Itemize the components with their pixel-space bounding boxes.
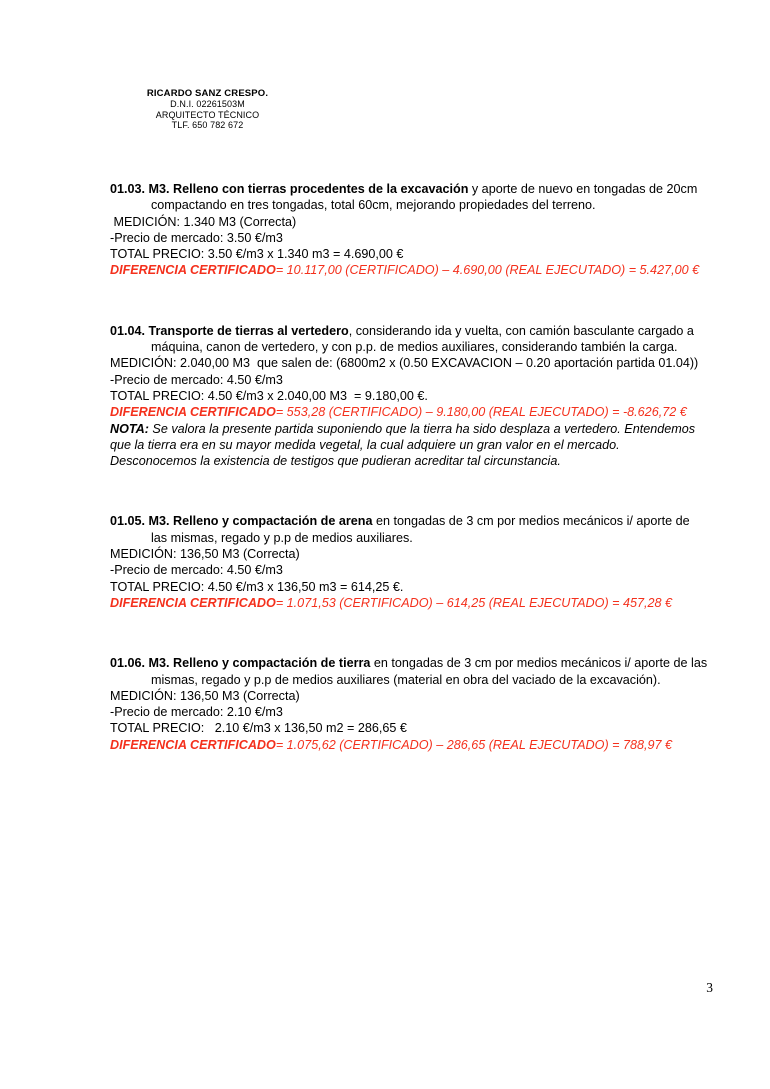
section-description: , considerando ida y vuelta, con camión basculante cargado a máquina, canon de vertedero, y con p.p. de medios auxiliares, considerando también la carga.: [151, 323, 694, 355]
section-description: en tongadas de 3 cm por medios mecánicos i/ aporte de las mismas, regado y p.p de medios auxiliares (material en obra del vaciado de la excavación).: [151, 656, 708, 687]
section-title: Transporte de tierras al vertedero: [148, 323, 349, 338]
budget-item-section: [110, 513, 708, 611]
note-line: [110, 421, 708, 470]
document-body: [110, 181, 708, 753]
market-price-line: -Precio de mercado: 3.50 €/m3: [110, 230, 283, 245]
market-price-line: -Precio de mercado: 2.10 €/m3: [110, 705, 283, 720]
letterhead: [110, 88, 305, 131]
difference-value: = 1.075,62 (CERTIFICADO) – 286,65 (REAL EJECUTADO) = 788,97 €: [275, 737, 673, 752]
difference-line: [110, 737, 708, 753]
total-price-line: TOTAL PRECIO: 2.10 €/m3 x 136,50 m2 = 286,65 €: [110, 721, 407, 736]
total-price-line: TOTAL PRECIO: 3.50 €/m3 x 1.340 m3 = 4.690,00 €: [110, 247, 404, 262]
section-code: 01.06.: [110, 656, 146, 671]
section-description: y aporte de nuevo en tongadas de 20cm compactando en tres tongadas, total 60cm, mejorando propiedades del terreno.: [151, 182, 698, 213]
difference-label: DIFERENCIA CERTIFICADO: [110, 405, 276, 420]
section-heading: [110, 181, 708, 214]
difference-value: = 10.117,00 (CERTIFICADO) – 4.690,00 (REAL EJECUTADO) = 5.427,00 €: [275, 263, 700, 278]
measurement-line: MEDICIÓN: 1.340 M3 (Correcta): [110, 214, 297, 229]
section-heading: [110, 323, 708, 356]
market-price-line: -Precio de mercado: 4.50 €/m3: [110, 372, 283, 387]
budget-item-section: [110, 323, 708, 470]
budget-item-section: [110, 181, 708, 279]
section-title: M3. Relleno con tierras procedentes de la excavación: [148, 182, 469, 196]
letterhead-phone: TLF. 650 782 672: [171, 120, 244, 131]
page-number: 3: [706, 980, 713, 995]
section-heading: [110, 655, 708, 688]
difference-line: [110, 595, 708, 611]
note-text: Se valora la presente partida suponiendo que la tierra ha sido desplaza a vertedero. Entendemos que la tierra era en su mayor medida vegetal, la cual adquiere un gran valor en el mercado. Desconocemos la existencia de testigos que pudieran acreditar tal circunstancia.: [110, 421, 696, 469]
section-heading: [110, 513, 708, 546]
difference-value: = 1.071,53 (CERTIFICADO) – 614,25 (REAL EJECUTADO) = 457,28 €: [275, 595, 673, 610]
difference-label: DIFERENCIA CERTIFICADO: [110, 595, 276, 610]
section-title: M3. Relleno y compactación de tierra: [148, 656, 371, 671]
section-title: M3. Relleno y compactación de arena: [148, 514, 373, 529]
difference-line: [110, 262, 708, 278]
total-price-line: TOTAL PRECIO: 4.50 €/m3 x 136,50 m3 = 614,25 €.: [110, 579, 404, 594]
difference-label: DIFERENCIA CERTIFICADO: [110, 737, 276, 752]
difference-line: [110, 404, 708, 420]
section-description: en tongadas de 3 cm por medios mecánicos i/ aporte de las mismas, regado y p.p de medios auxiliares.: [151, 514, 690, 545]
section-code: 01.04.: [110, 323, 146, 338]
difference-label: DIFERENCIA CERTIFICADO: [110, 263, 276, 278]
note-label: NOTA:: [110, 421, 149, 436]
market-price-line: -Precio de mercado: 4.50 €/m3: [110, 563, 283, 578]
budget-item-section: [110, 655, 708, 753]
measurement-line: MEDICIÓN: 2.040,00 M3 que salen de: (6800m2 x (0.50 EXCAVACION – 0.20 aportación partida 01.04)): [110, 356, 699, 371]
difference-value: = 553,28 (CERTIFICADO) – 9.180,00 (REAL EJECUTADO) = -8.626,72 €: [275, 405, 687, 420]
measurement-line: MEDICIÓN: 136,50 M3 (Correcta): [110, 688, 300, 703]
letterhead-dni: D.N.I. 02261503M: [170, 99, 245, 110]
section-code: 01.05.: [110, 514, 146, 529]
measurement-line: MEDICIÓN: 136,50 M3 (Correcta): [110, 547, 300, 562]
total-price-line: TOTAL PRECIO: 4.50 €/m3 x 2.040,00 M3 = 9.180,00 €.: [110, 388, 428, 403]
letterhead-role: ARQUITECTO TÉCNICO: [155, 109, 260, 120]
letterhead-name: RICARDO SANZ CRESPO.: [146, 88, 269, 99]
section-code: 01.03.: [110, 182, 146, 196]
